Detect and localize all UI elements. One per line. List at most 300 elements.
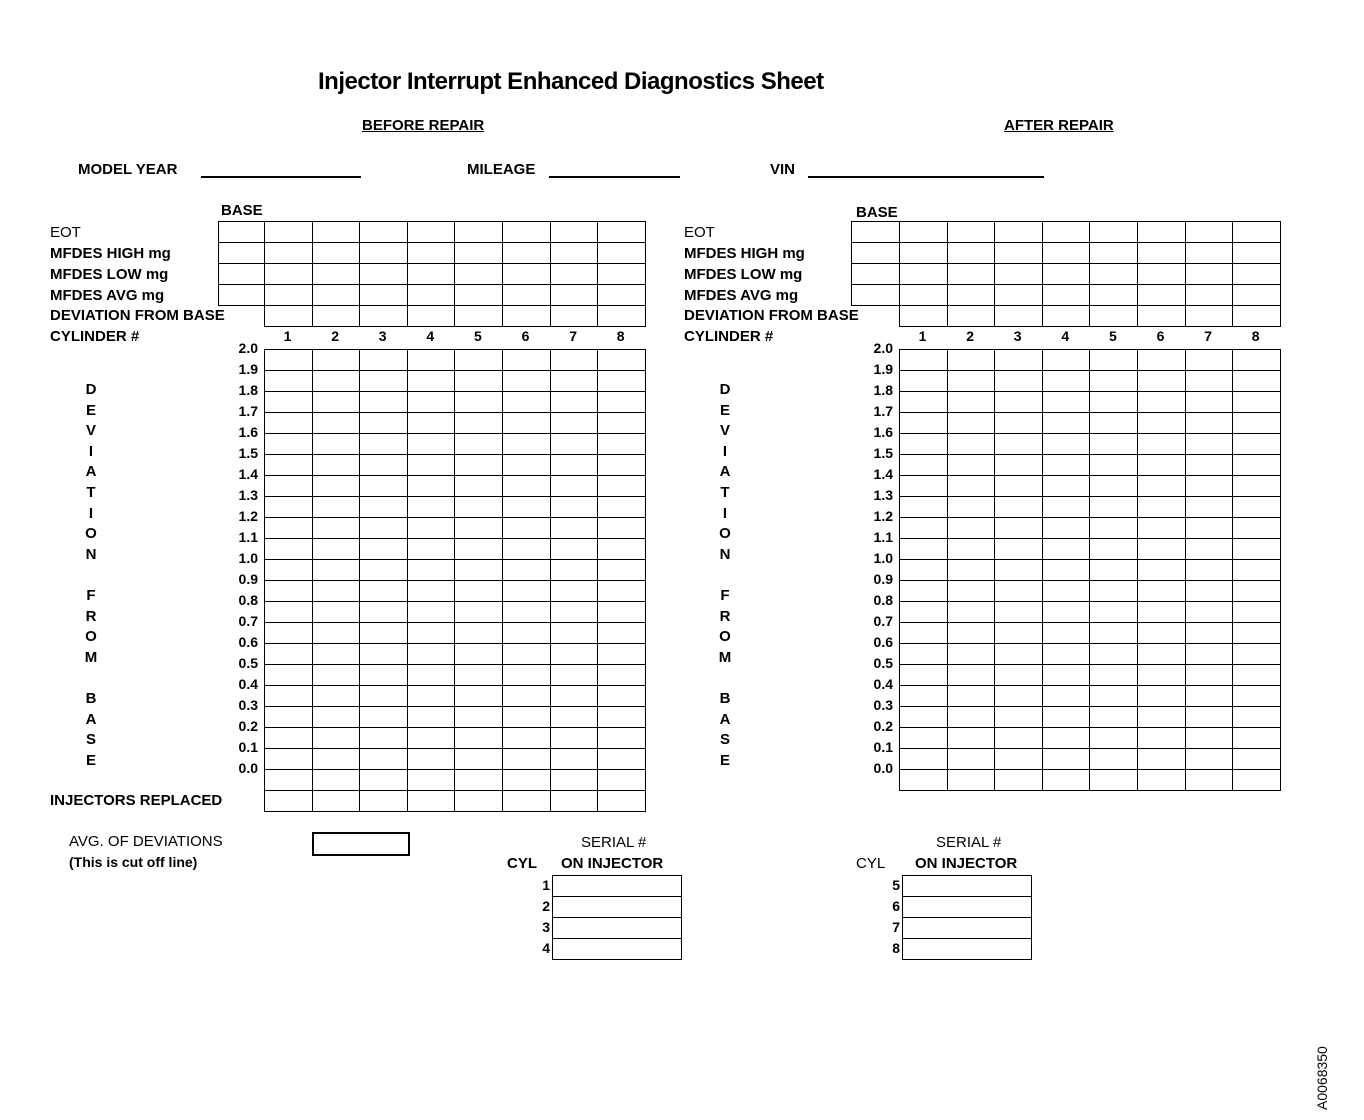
after-deviation-cell[interactable]	[1089, 538, 1138, 560]
after-deviation-cell[interactable]	[1089, 349, 1138, 371]
before-deviation-cell[interactable]	[597, 412, 646, 434]
after-deviation-cell[interactable]	[1042, 517, 1091, 539]
before-deviation-cell[interactable]	[502, 475, 551, 497]
before-top-cell[interactable]	[550, 263, 599, 285]
before-deviation-cell[interactable]	[359, 580, 408, 602]
after-deviation-cell[interactable]	[1232, 769, 1281, 791]
before-deviation-cell[interactable]	[359, 664, 408, 686]
before-deviation-cell[interactable]	[597, 685, 646, 707]
before-deviation-cell[interactable]	[502, 517, 551, 539]
after-deviation-cell[interactable]	[947, 727, 996, 749]
before-top-cell[interactable]	[502, 305, 551, 327]
before-deviation-cell[interactable]	[597, 580, 646, 602]
after-deviation-cell[interactable]	[1185, 496, 1234, 518]
after-deviation-cell[interactable]	[1137, 706, 1186, 728]
after-deviation-cell[interactable]	[1185, 454, 1234, 476]
before-deviation-cell[interactable]	[454, 349, 503, 371]
before-deviation-cell[interactable]	[359, 643, 408, 665]
before-top-cell[interactable]	[502, 263, 551, 285]
after-top-cell[interactable]	[1042, 221, 1091, 243]
after-deviation-cell[interactable]	[947, 391, 996, 413]
after-deviation-cell[interactable]	[899, 349, 948, 371]
after-deviation-cell[interactable]	[1089, 433, 1138, 455]
before-top-cell[interactable]	[218, 242, 265, 264]
after-deviation-cell[interactable]	[899, 706, 948, 728]
after-top-cell[interactable]	[851, 242, 900, 264]
before-deviation-cell[interactable]	[597, 475, 646, 497]
after-top-cell[interactable]	[1185, 305, 1234, 327]
before-deviation-cell[interactable]	[407, 559, 456, 581]
before-deviation-cell[interactable]	[359, 496, 408, 518]
before-deviation-cell[interactable]	[597, 391, 646, 413]
before-deviation-cell[interactable]	[264, 748, 313, 770]
before-deviation-cell[interactable]	[454, 685, 503, 707]
after-deviation-cell[interactable]	[1232, 706, 1281, 728]
after-deviation-cell[interactable]	[947, 433, 996, 455]
before-deviation-cell[interactable]	[550, 349, 599, 371]
after-deviation-cell[interactable]	[1137, 391, 1186, 413]
after-deviation-cell[interactable]	[899, 622, 948, 644]
before-top-cell[interactable]	[597, 242, 646, 264]
after-deviation-cell[interactable]	[994, 769, 1043, 791]
before-deviation-cell[interactable]	[264, 454, 313, 476]
before-deviation-cell[interactable]	[550, 370, 599, 392]
before-deviation-cell[interactable]	[550, 496, 599, 518]
after-deviation-cell[interactable]	[994, 496, 1043, 518]
before-deviation-cell[interactable]	[454, 727, 503, 749]
after-deviation-cell[interactable]	[1232, 685, 1281, 707]
after-deviation-cell[interactable]	[1042, 559, 1091, 581]
after-top-cell[interactable]	[1232, 263, 1281, 285]
before-top-cell[interactable]	[597, 221, 646, 243]
before-deviation-cell[interactable]	[454, 643, 503, 665]
before-deviation-cell[interactable]	[359, 769, 408, 791]
after-deviation-cell[interactable]	[1232, 391, 1281, 413]
before-deviation-cell[interactable]	[264, 622, 313, 644]
after-deviation-cell[interactable]	[1185, 349, 1234, 371]
before-deviation-cell[interactable]	[407, 664, 456, 686]
after-deviation-cell[interactable]	[1232, 412, 1281, 434]
before-top-cell[interactable]	[550, 221, 599, 243]
before-deviation-cell[interactable]	[264, 580, 313, 602]
before-deviation-cell[interactable]	[597, 433, 646, 455]
before-deviation-cell[interactable]	[550, 454, 599, 476]
before-top-cell[interactable]	[359, 242, 408, 264]
after-deviation-cell[interactable]	[947, 664, 996, 686]
before-deviation-cell[interactable]	[550, 538, 599, 560]
after-deviation-cell[interactable]	[1185, 580, 1234, 602]
after-deviation-cell[interactable]	[1137, 412, 1186, 434]
before-deviation-cell[interactable]	[264, 769, 313, 791]
after-deviation-cell[interactable]	[899, 769, 948, 791]
before-deviation-cell[interactable]	[407, 538, 456, 560]
after-top-cell[interactable]	[1042, 305, 1091, 327]
before-deviation-cell[interactable]	[407, 454, 456, 476]
after-deviation-cell[interactable]	[1089, 664, 1138, 686]
after-deviation-cell[interactable]	[1042, 370, 1091, 392]
after-deviation-cell[interactable]	[947, 496, 996, 518]
after-deviation-cell[interactable]	[1137, 769, 1186, 791]
before-deviation-cell[interactable]	[597, 664, 646, 686]
after-deviation-cell[interactable]	[947, 454, 996, 476]
after-deviation-cell[interactable]	[947, 769, 996, 791]
before-deviation-cell[interactable]	[550, 433, 599, 455]
before-deviation-cell[interactable]	[454, 580, 503, 602]
after-deviation-cell[interactable]	[1089, 643, 1138, 665]
after-top-cell[interactable]	[1137, 242, 1186, 264]
before-top-cell[interactable]	[359, 305, 408, 327]
after-deviation-cell[interactable]	[899, 748, 948, 770]
after-top-cell[interactable]	[899, 284, 948, 306]
after-deviation-cell[interactable]	[1137, 517, 1186, 539]
after-top-cell[interactable]	[899, 305, 948, 327]
after-deviation-cell[interactable]	[1185, 622, 1234, 644]
after-deviation-cell[interactable]	[947, 643, 996, 665]
after-deviation-cell[interactable]	[1232, 517, 1281, 539]
after-deviation-cell[interactable]	[947, 475, 996, 497]
after-deviation-cell[interactable]	[1042, 706, 1091, 728]
before-top-cell[interactable]	[218, 284, 265, 306]
before-deviation-cell[interactable]	[454, 790, 503, 812]
after-deviation-cell[interactable]	[947, 748, 996, 770]
after-deviation-cell[interactable]	[1232, 580, 1281, 602]
after-top-cell[interactable]	[1232, 284, 1281, 306]
after-deviation-cell[interactable]	[1137, 622, 1186, 644]
before-deviation-cell[interactable]	[597, 517, 646, 539]
after-deviation-cell[interactable]	[994, 664, 1043, 686]
after-deviation-cell[interactable]	[1232, 370, 1281, 392]
before-deviation-cell[interactable]	[502, 433, 551, 455]
after-deviation-cell[interactable]	[1042, 601, 1091, 623]
after-deviation-cell[interactable]	[1089, 748, 1138, 770]
before-deviation-cell[interactable]	[264, 601, 313, 623]
before-deviation-cell[interactable]	[597, 454, 646, 476]
before-deviation-cell[interactable]	[312, 769, 361, 791]
after-deviation-cell[interactable]	[1137, 727, 1186, 749]
before-deviation-cell[interactable]	[597, 622, 646, 644]
after-deviation-cell[interactable]	[1185, 664, 1234, 686]
after-deviation-cell[interactable]	[1137, 580, 1186, 602]
after-deviation-cell[interactable]	[899, 412, 948, 434]
before-top-cell[interactable]	[312, 221, 361, 243]
after-top-cell[interactable]	[851, 221, 900, 243]
before-deviation-cell[interactable]	[454, 475, 503, 497]
before-deviation-cell[interactable]	[597, 727, 646, 749]
before-deviation-cell[interactable]	[502, 790, 551, 812]
after-deviation-cell[interactable]	[1232, 454, 1281, 476]
after-deviation-cell[interactable]	[1042, 391, 1091, 413]
before-deviation-cell[interactable]	[454, 538, 503, 560]
after-deviation-cell[interactable]	[899, 664, 948, 686]
after-top-cell[interactable]	[851, 284, 900, 306]
before-deviation-cell[interactable]	[407, 706, 456, 728]
after-deviation-cell[interactable]	[1185, 475, 1234, 497]
after-deviation-cell[interactable]	[1185, 391, 1234, 413]
after-deviation-cell[interactable]	[899, 580, 948, 602]
before-deviation-cell[interactable]	[312, 412, 361, 434]
before-deviation-cell[interactable]	[407, 643, 456, 665]
after-deviation-cell[interactable]	[1089, 496, 1138, 518]
after-deviation-cell[interactable]	[1185, 769, 1234, 791]
after-deviation-cell[interactable]	[1137, 685, 1186, 707]
after-deviation-cell[interactable]	[1185, 748, 1234, 770]
after-deviation-cell[interactable]	[1042, 622, 1091, 644]
after-deviation-cell[interactable]	[1232, 748, 1281, 770]
after-deviation-cell[interactable]	[899, 601, 948, 623]
before-deviation-cell[interactable]	[502, 349, 551, 371]
vin-field[interactable]	[808, 176, 1044, 178]
before-top-cell[interactable]	[359, 263, 408, 285]
after-deviation-cell[interactable]	[1232, 601, 1281, 623]
after-deviation-cell[interactable]	[994, 706, 1043, 728]
before-top-cell[interactable]	[264, 263, 313, 285]
before-deviation-cell[interactable]	[550, 790, 599, 812]
after-top-cell[interactable]	[1089, 263, 1138, 285]
after-deviation-cell[interactable]	[1232, 538, 1281, 560]
after-top-cell[interactable]	[1042, 242, 1091, 264]
before-deviation-cell[interactable]	[407, 475, 456, 497]
before-deviation-cell[interactable]	[454, 454, 503, 476]
before-deviation-cell[interactable]	[407, 391, 456, 413]
after-top-cell[interactable]	[851, 263, 900, 285]
after-deviation-cell[interactable]	[1042, 643, 1091, 665]
after-top-cell[interactable]	[947, 284, 996, 306]
after-deviation-cell[interactable]	[899, 517, 948, 539]
before-deviation-cell[interactable]	[550, 601, 599, 623]
before-deviation-cell[interactable]	[359, 622, 408, 644]
before-deviation-cell[interactable]	[597, 349, 646, 371]
after-deviation-cell[interactable]	[899, 475, 948, 497]
after-top-cell[interactable]	[1185, 263, 1234, 285]
before-top-cell[interactable]	[454, 221, 503, 243]
before-deviation-cell[interactable]	[597, 748, 646, 770]
after-top-cell[interactable]	[1137, 284, 1186, 306]
before-deviation-cell[interactable]	[359, 538, 408, 560]
after-deviation-cell[interactable]	[1185, 538, 1234, 560]
before-deviation-cell[interactable]	[264, 496, 313, 518]
before-deviation-cell[interactable]	[407, 769, 456, 791]
before-top-cell[interactable]	[502, 284, 551, 306]
before-deviation-cell[interactable]	[454, 601, 503, 623]
after-deviation-cell[interactable]	[947, 580, 996, 602]
after-deviation-cell[interactable]	[1042, 433, 1091, 455]
before-deviation-cell[interactable]	[359, 601, 408, 623]
before-top-cell[interactable]	[359, 221, 408, 243]
after-deviation-cell[interactable]	[994, 370, 1043, 392]
after-deviation-cell[interactable]	[1089, 727, 1138, 749]
before-deviation-cell[interactable]	[264, 790, 313, 812]
before-deviation-cell[interactable]	[502, 538, 551, 560]
after-top-cell[interactable]	[1185, 221, 1234, 243]
before-top-cell[interactable]	[407, 284, 456, 306]
before-deviation-cell[interactable]	[550, 769, 599, 791]
before-deviation-cell[interactable]	[264, 517, 313, 539]
after-deviation-cell[interactable]	[1137, 496, 1186, 518]
after-top-cell[interactable]	[1232, 242, 1281, 264]
after-deviation-cell[interactable]	[994, 454, 1043, 476]
before-deviation-cell[interactable]	[454, 706, 503, 728]
before-deviation-cell[interactable]	[502, 496, 551, 518]
before-deviation-cell[interactable]	[502, 601, 551, 623]
before-deviation-cell[interactable]	[359, 454, 408, 476]
before-deviation-cell[interactable]	[312, 370, 361, 392]
after-deviation-cell[interactable]	[1089, 685, 1138, 707]
serial-right-entry[interactable]	[902, 938, 1032, 960]
before-deviation-cell[interactable]	[312, 622, 361, 644]
after-deviation-cell[interactable]	[1042, 664, 1091, 686]
before-top-cell[interactable]	[264, 221, 313, 243]
after-deviation-cell[interactable]	[1042, 769, 1091, 791]
after-deviation-cell[interactable]	[1042, 475, 1091, 497]
before-top-cell[interactable]	[454, 284, 503, 306]
after-deviation-cell[interactable]	[1232, 496, 1281, 518]
before-deviation-cell[interactable]	[312, 349, 361, 371]
model-year-field[interactable]	[201, 176, 361, 178]
before-deviation-cell[interactable]	[597, 538, 646, 560]
before-deviation-cell[interactable]	[312, 748, 361, 770]
before-deviation-cell[interactable]	[264, 412, 313, 434]
before-deviation-cell[interactable]	[502, 454, 551, 476]
after-deviation-cell[interactable]	[1089, 622, 1138, 644]
after-deviation-cell[interactable]	[1042, 538, 1091, 560]
before-top-cell[interactable]	[550, 284, 599, 306]
after-top-cell[interactable]	[1137, 221, 1186, 243]
after-deviation-cell[interactable]	[1185, 559, 1234, 581]
before-deviation-cell[interactable]	[454, 496, 503, 518]
before-deviation-cell[interactable]	[312, 433, 361, 455]
after-deviation-cell[interactable]	[947, 685, 996, 707]
before-deviation-cell[interactable]	[454, 748, 503, 770]
after-top-cell[interactable]	[947, 263, 996, 285]
after-deviation-cell[interactable]	[899, 433, 948, 455]
after-deviation-cell[interactable]	[1089, 475, 1138, 497]
after-deviation-cell[interactable]	[994, 685, 1043, 707]
before-deviation-cell[interactable]	[359, 370, 408, 392]
before-deviation-cell[interactable]	[502, 643, 551, 665]
before-top-cell[interactable]	[597, 263, 646, 285]
after-deviation-cell[interactable]	[994, 727, 1043, 749]
after-deviation-cell[interactable]	[1089, 370, 1138, 392]
before-deviation-cell[interactable]	[359, 433, 408, 455]
before-deviation-cell[interactable]	[312, 454, 361, 476]
before-top-cell[interactable]	[502, 242, 551, 264]
after-deviation-cell[interactable]	[947, 370, 996, 392]
before-deviation-cell[interactable]	[550, 727, 599, 749]
after-deviation-cell[interactable]	[947, 622, 996, 644]
after-deviation-cell[interactable]	[1137, 349, 1186, 371]
before-deviation-cell[interactable]	[407, 601, 456, 623]
before-deviation-cell[interactable]	[359, 748, 408, 770]
avg-of-deviations-box[interactable]	[312, 832, 410, 856]
serial-left-entry[interactable]	[552, 917, 682, 939]
after-deviation-cell[interactable]	[1185, 727, 1234, 749]
after-deviation-cell[interactable]	[1185, 601, 1234, 623]
before-deviation-cell[interactable]	[550, 685, 599, 707]
after-deviation-cell[interactable]	[899, 538, 948, 560]
before-top-cell[interactable]	[597, 305, 646, 327]
after-deviation-cell[interactable]	[1042, 454, 1091, 476]
before-deviation-cell[interactable]	[502, 727, 551, 749]
after-deviation-cell[interactable]	[1042, 685, 1091, 707]
after-deviation-cell[interactable]	[994, 433, 1043, 455]
after-deviation-cell[interactable]	[947, 412, 996, 434]
before-deviation-cell[interactable]	[312, 643, 361, 665]
after-deviation-cell[interactable]	[1089, 580, 1138, 602]
after-deviation-cell[interactable]	[1042, 748, 1091, 770]
before-deviation-cell[interactable]	[454, 391, 503, 413]
before-deviation-cell[interactable]	[550, 412, 599, 434]
before-deviation-cell[interactable]	[454, 769, 503, 791]
serial-left-entry[interactable]	[552, 896, 682, 918]
before-deviation-cell[interactable]	[454, 433, 503, 455]
after-top-cell[interactable]	[1042, 284, 1091, 306]
after-top-cell[interactable]	[1137, 305, 1186, 327]
before-top-cell[interactable]	[218, 221, 265, 243]
before-deviation-cell[interactable]	[312, 391, 361, 413]
before-deviation-cell[interactable]	[550, 706, 599, 728]
before-deviation-cell[interactable]	[502, 559, 551, 581]
after-deviation-cell[interactable]	[1137, 538, 1186, 560]
before-deviation-cell[interactable]	[407, 349, 456, 371]
before-deviation-cell[interactable]	[264, 559, 313, 581]
before-deviation-cell[interactable]	[359, 706, 408, 728]
before-deviation-cell[interactable]	[359, 412, 408, 434]
after-deviation-cell[interactable]	[994, 580, 1043, 602]
after-deviation-cell[interactable]	[1089, 412, 1138, 434]
after-deviation-cell[interactable]	[1232, 349, 1281, 371]
before-deviation-cell[interactable]	[312, 727, 361, 749]
before-top-cell[interactable]	[550, 305, 599, 327]
after-deviation-cell[interactable]	[1089, 601, 1138, 623]
after-deviation-cell[interactable]	[1137, 454, 1186, 476]
before-deviation-cell[interactable]	[407, 496, 456, 518]
before-top-cell[interactable]	[312, 305, 361, 327]
after-deviation-cell[interactable]	[899, 685, 948, 707]
before-deviation-cell[interactable]	[550, 391, 599, 413]
before-deviation-cell[interactable]	[312, 790, 361, 812]
after-deviation-cell[interactable]	[947, 349, 996, 371]
after-deviation-cell[interactable]	[1185, 643, 1234, 665]
after-top-cell[interactable]	[994, 242, 1043, 264]
before-deviation-cell[interactable]	[312, 538, 361, 560]
before-deviation-cell[interactable]	[550, 580, 599, 602]
before-deviation-cell[interactable]	[312, 496, 361, 518]
before-top-cell[interactable]	[502, 221, 551, 243]
before-deviation-cell[interactable]	[550, 748, 599, 770]
before-deviation-cell[interactable]	[359, 685, 408, 707]
after-top-cell[interactable]	[994, 263, 1043, 285]
before-deviation-cell[interactable]	[454, 559, 503, 581]
before-deviation-cell[interactable]	[502, 412, 551, 434]
after-deviation-cell[interactable]	[1232, 559, 1281, 581]
after-deviation-cell[interactable]	[1185, 685, 1234, 707]
before-deviation-cell[interactable]	[597, 370, 646, 392]
mileage-field[interactable]	[549, 176, 680, 178]
after-deviation-cell[interactable]	[1137, 433, 1186, 455]
after-deviation-cell[interactable]	[1232, 727, 1281, 749]
after-deviation-cell[interactable]	[994, 412, 1043, 434]
before-top-cell[interactable]	[407, 242, 456, 264]
after-deviation-cell[interactable]	[1137, 643, 1186, 665]
before-deviation-cell[interactable]	[502, 769, 551, 791]
before-deviation-cell[interactable]	[407, 727, 456, 749]
before-top-cell[interactable]	[264, 305, 313, 327]
after-deviation-cell[interactable]	[1042, 727, 1091, 749]
before-deviation-cell[interactable]	[502, 706, 551, 728]
after-deviation-cell[interactable]	[994, 517, 1043, 539]
after-deviation-cell[interactable]	[1137, 370, 1186, 392]
after-deviation-cell[interactable]	[1042, 349, 1091, 371]
